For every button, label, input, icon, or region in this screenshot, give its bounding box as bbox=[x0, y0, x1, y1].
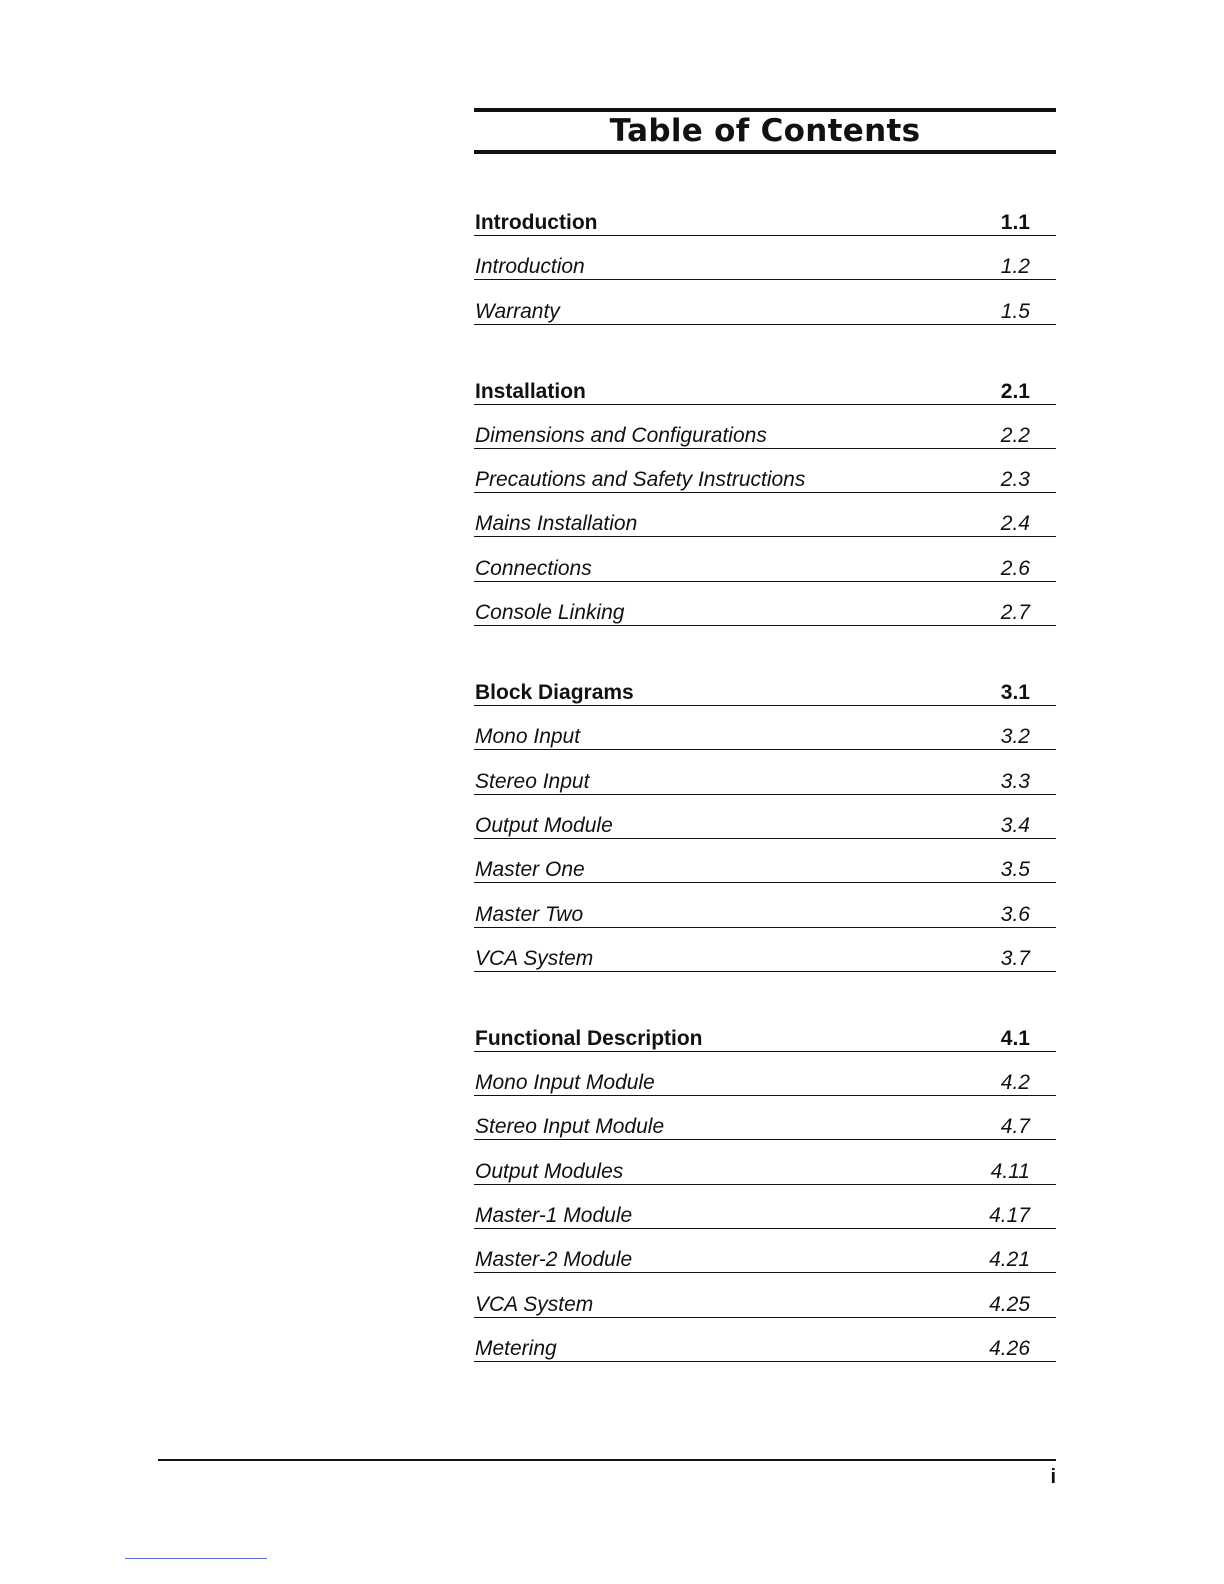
toc-entry-page: 3.5 bbox=[1000, 858, 1030, 882]
toc-entry-page: 2.7 bbox=[1000, 601, 1030, 625]
toc-entry-label: Dimensions and Configurations bbox=[475, 423, 767, 447]
toc-entry-label: Output Modules bbox=[475, 1159, 624, 1183]
toc-entry[interactable] bbox=[474, 1229, 1056, 1273]
toc-entry-label: Master-1 Module bbox=[475, 1204, 633, 1228]
page-number: i bbox=[1050, 1466, 1056, 1488]
toc-entry-page: 4.7 bbox=[1000, 1115, 1030, 1139]
toc-heading-page: 3.1 bbox=[1000, 681, 1030, 705]
toc-heading-installation[interactable] bbox=[474, 375, 1056, 405]
toc-heading-label: Installation bbox=[475, 379, 586, 403]
toc-entry-page: 2.6 bbox=[1000, 556, 1030, 580]
footer-divider bbox=[158, 1459, 1056, 1461]
toc-heading-block-diagrams[interactable] bbox=[474, 676, 1056, 706]
toc-entry[interactable] bbox=[474, 883, 1056, 927]
toc-entry-label: Stereo Input bbox=[475, 769, 590, 793]
toc-entry[interactable] bbox=[474, 236, 1056, 280]
toc-entry-page: 4.25 bbox=[989, 1292, 1030, 1316]
toc-entry-page: 1.2 bbox=[1000, 255, 1030, 279]
toc-entry-page: 3.3 bbox=[1000, 769, 1030, 793]
toc-section-block-diagrams bbox=[474, 676, 1056, 972]
toc-entry-label: Console Linking bbox=[475, 601, 625, 625]
toc-entry[interactable] bbox=[474, 405, 1056, 449]
toc-entry[interactable] bbox=[474, 1185, 1056, 1229]
toc-heading-page: 1.1 bbox=[1000, 211, 1030, 234]
page-title: Table of Contents bbox=[609, 113, 921, 149]
toc-heading-page: 4.1 bbox=[1000, 1026, 1030, 1050]
toc-entry-label: Connections bbox=[475, 556, 592, 580]
toc-entry[interactable] bbox=[474, 1096, 1056, 1140]
link-underline bbox=[125, 1558, 267, 1559]
toc-entry-label: Metering bbox=[475, 1336, 557, 1360]
toc-heading-functional-description[interactable] bbox=[474, 1022, 1056, 1052]
toc-heading-label: Functional Description bbox=[475, 1026, 703, 1050]
toc-entry-label: Mains Installation bbox=[475, 512, 638, 536]
toc-entry[interactable] bbox=[474, 493, 1056, 537]
toc-entry-label: Stereo Input Module bbox=[475, 1115, 665, 1139]
toc-section-introduction bbox=[474, 206, 1056, 325]
toc-entry[interactable] bbox=[474, 795, 1056, 839]
toc-entry[interactable] bbox=[474, 750, 1056, 794]
toc-entry-page: 4.26 bbox=[989, 1336, 1030, 1360]
toc-entry-page: 3.7 bbox=[1000, 946, 1030, 970]
toc-entry-label: Warranty bbox=[475, 299, 560, 323]
toc-entry[interactable] bbox=[474, 839, 1056, 883]
toc-header bbox=[474, 108, 1056, 154]
toc-entry-label: Master-2 Module bbox=[475, 1248, 633, 1272]
toc-heading-label: Introduction bbox=[475, 211, 598, 234]
toc-entry[interactable] bbox=[474, 928, 1056, 972]
toc-entry[interactable] bbox=[474, 280, 1056, 324]
toc-entry-page: 2.2 bbox=[1000, 423, 1030, 447]
toc-entry-label: VCA System bbox=[475, 1292, 594, 1316]
toc-heading-page: 2.1 bbox=[1000, 379, 1030, 403]
toc-entry-page: 3.4 bbox=[1000, 813, 1030, 837]
toc-body bbox=[474, 206, 1056, 1362]
toc-entry[interactable] bbox=[474, 582, 1056, 626]
toc-heading-label: Block Diagrams bbox=[475, 681, 634, 705]
toc-entry-label: Output Module bbox=[475, 813, 613, 837]
toc-entry[interactable] bbox=[474, 1140, 1056, 1184]
toc-entry-label: Precautions and Safety Instructions bbox=[475, 468, 806, 492]
toc-entry[interactable] bbox=[474, 449, 1056, 493]
toc-entry-page: 2.3 bbox=[1000, 468, 1030, 492]
toc-entry-page: 4.11 bbox=[990, 1159, 1030, 1183]
toc-section-functional-description bbox=[474, 1022, 1056, 1362]
toc-entry-page: 3.6 bbox=[1000, 902, 1030, 926]
toc-entry-label: Mono Input Module bbox=[475, 1071, 655, 1095]
toc-entry-label: VCA System bbox=[475, 946, 594, 970]
toc-section-installation bbox=[474, 375, 1056, 626]
toc-entry-page: 3.2 bbox=[1000, 725, 1030, 749]
toc-entry-label: Mono Input bbox=[475, 725, 581, 749]
toc-entry-label: Introduction bbox=[475, 255, 585, 279]
toc-entry[interactable] bbox=[474, 706, 1056, 750]
toc-entry-page: 1.5 bbox=[1000, 299, 1030, 323]
toc-entry[interactable] bbox=[474, 537, 1056, 581]
toc-entry[interactable] bbox=[474, 1318, 1056, 1362]
toc-entry-label: Master Two bbox=[475, 902, 584, 926]
toc-entry-label: Master One bbox=[475, 858, 585, 882]
toc-entry-page: 4.17 bbox=[989, 1204, 1030, 1228]
toc-entry[interactable] bbox=[474, 1273, 1056, 1317]
toc-entry-page: 2.4 bbox=[1000, 512, 1030, 536]
toc-entry-page: 4.2 bbox=[1000, 1071, 1030, 1095]
toc-heading-introduction[interactable] bbox=[474, 206, 1056, 236]
toc-entry-page: 4.21 bbox=[989, 1248, 1030, 1272]
toc-entry[interactable] bbox=[474, 1052, 1056, 1096]
